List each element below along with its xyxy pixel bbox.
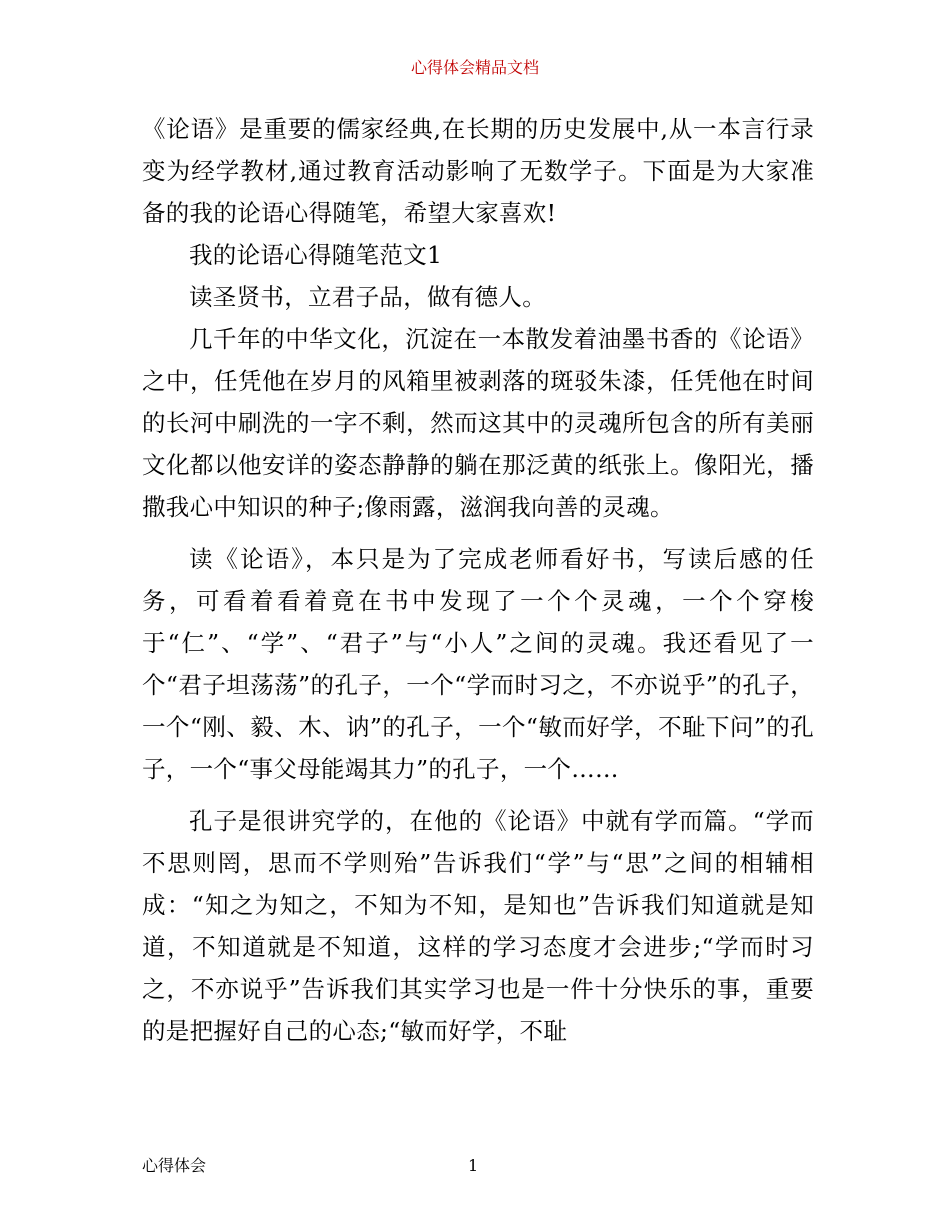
document-body <box>142 108 814 1052</box>
body-paragraph-3: 孔子是很讲究学的，在他的《论语》中就有学而篇。“学而不思则罔，思而不学则殆”告诉我们“学”与“思”之间的相辅相成：“知之为知之，不知为不知，是知也”告诉我们知道就是知道，不知道就是不知道，这样的学习态度才会进步;“学而时习之，不亦说乎”告诉我们其实学习也是一件十分快乐的事，重要的是把握好自己的心态;“敏而好学，不耻 <box>142 807 814 1045</box>
body-paragraph-1: 几千年的中华文化，沉淀在一本散发着油墨书香的《论语》之中，任凭他在岁月的风箱里被剥落的斑驳朱漆，任凭他在时间的长河中刷洗的一字不剩，然而这其中的灵魂所包含的所有美丽文化都以他安详的姿态静静的躺在那泛黄的纸张上。像阳光，播撒我心中知识的种子;像雨露，滋润我向善的灵魂。 <box>142 325 814 521</box>
section-title: 我的论语心得随笔范文1 <box>189 241 443 269</box>
page-number: 1 <box>468 1156 479 1175</box>
page-header: 心得体会精品文档 <box>410 58 539 77</box>
motto-paragraph: 读圣贤书，立君子品，做有德人。 <box>189 283 546 311</box>
intro-paragraph: 《论语》是重要的儒家经典,在长期的历史发展中,从一本言行录变为经学教材,通过教育活动影响了无数学子。下面是为大家准备的我的论语心得随笔，希望大家喜欢! <box>142 115 814 227</box>
footer-label: 心得体会 <box>142 1156 207 1175</box>
body-paragraph-2: 读《论语》，本只是为了完成老师看好书，写读后感的任务，可看着看着竟在书中发现了一个个灵魂，一个个穿梭于“仁”、“学”、“君子”与“小人”之间的灵魂。我还看见了一个“君子坦荡荡”的孔子，一个“学而时习之，不亦说乎”的孔子，一个“刚、毅、木、讷”的孔子，一个“敏而好学，不耻下问”的孔子，一个“事父母能竭其力”的孔子，一个…… <box>142 545 814 783</box>
